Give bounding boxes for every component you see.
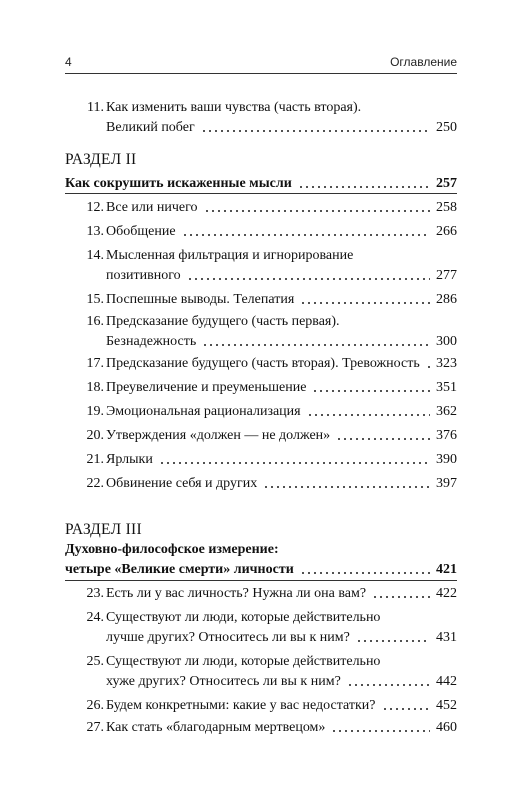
toc-entry-page: 266 xyxy=(436,224,457,239)
toc-entry-line xyxy=(106,696,457,716)
dot-leader xyxy=(336,438,430,440)
dot-leader xyxy=(347,684,430,686)
toc-entry-number: 24. xyxy=(86,610,104,625)
toc-entry-line xyxy=(106,246,457,266)
toc-entry-text: позитивного xyxy=(106,268,181,283)
section-title-line xyxy=(65,560,457,580)
toc-entry-number: 22. xyxy=(86,476,104,491)
section-title-line xyxy=(65,174,457,194)
toc-entry-line xyxy=(106,450,457,470)
toc-entry-number: 23. xyxy=(86,586,104,601)
toc-entry-text: хуже других? Относитесь ли вы к ним? xyxy=(106,674,341,689)
toc-entry-line xyxy=(106,266,457,286)
section-title-text: четыре «Великие смерти» личности xyxy=(65,562,294,577)
toc-entry-page: 376 xyxy=(436,428,457,443)
toc-entry-line xyxy=(106,402,457,422)
toc-entry-text: Безнадежность xyxy=(106,334,197,349)
toc-entry-text: Утверждения «должен — не должен» xyxy=(106,428,331,443)
toc-entry-text: Существуют ли люди, которые действительно xyxy=(106,610,381,625)
dot-leader xyxy=(204,210,430,212)
toc-entry-page: 397 xyxy=(436,476,457,491)
toc-entry-text: Великий побег xyxy=(106,120,195,135)
toc-entry-page: 460 xyxy=(436,720,457,735)
dot-leader xyxy=(298,186,430,188)
section-title-page: 257 xyxy=(436,176,457,191)
toc-entry-line xyxy=(106,608,457,628)
toc-entry-number: 21. xyxy=(86,452,104,467)
toc-entry-line xyxy=(106,118,457,138)
dot-leader xyxy=(356,640,430,642)
toc-entry-line xyxy=(106,98,457,118)
toc-entry-line xyxy=(106,198,457,218)
toc-entry-text: Предсказание будущего (часть вторая). Тревожность xyxy=(106,356,420,371)
toc-entry-page: 422 xyxy=(436,586,457,601)
page-number: 4 xyxy=(65,55,72,69)
section-title-rule xyxy=(65,193,457,194)
dot-leader xyxy=(300,302,430,304)
dot-leader xyxy=(426,366,430,368)
toc-entry-text: Мысленная фильтрация и игнорирование xyxy=(106,248,354,263)
toc-entry-number: 26. xyxy=(86,698,104,713)
toc-entry-text: Поспешные выводы. Телепатия xyxy=(106,292,295,307)
toc-entry-page: 452 xyxy=(436,698,457,713)
running-header xyxy=(65,53,457,73)
toc-entry-text: Предсказание будущего (часть первая). xyxy=(106,314,340,329)
toc-entry-page: 362 xyxy=(436,404,457,419)
toc-entry-number: 19. xyxy=(86,404,104,419)
toc-entry-line xyxy=(106,354,457,374)
toc-entry-page: 323 xyxy=(436,356,457,371)
dot-leader xyxy=(201,130,430,132)
toc-entry-number: 16. xyxy=(86,314,104,329)
dot-leader xyxy=(263,486,430,488)
toc-entry-page: 431 xyxy=(436,630,457,645)
toc-entry-text: Будем конкретными: какие у вас недостатки? xyxy=(106,698,376,713)
toc-entry-page: 277 xyxy=(436,268,457,283)
toc-entry-number: 13. xyxy=(86,224,104,239)
section-heading: РАЗДЕЛ III xyxy=(65,521,142,538)
toc-entry-text: Обвинение себя и других xyxy=(106,476,258,491)
section-title-page: 421 xyxy=(436,562,457,577)
dot-leader xyxy=(382,708,431,710)
toc-entry-number: 18. xyxy=(86,380,104,395)
dot-leader xyxy=(182,234,430,236)
toc-entry-text: Существуют ли люди, которые действительно xyxy=(106,654,381,669)
toc-entry-text: Ярлыки xyxy=(106,452,153,467)
dot-leader xyxy=(372,596,430,598)
toc-entry-line xyxy=(106,378,457,398)
toc-entry-page: 250 xyxy=(436,120,457,135)
toc-entry-line xyxy=(106,718,457,738)
toc-entry-number: 20. xyxy=(86,428,104,443)
toc-entry-line xyxy=(106,652,457,672)
toc-entry-number: 15. xyxy=(86,292,104,307)
toc-entry-page: 300 xyxy=(436,334,457,349)
toc-entry-page: 258 xyxy=(436,200,457,215)
toc-entry-text: Есть ли у вас личность? Нужна ли она вам? xyxy=(106,586,367,601)
toc-entry-number: 14. xyxy=(86,248,104,263)
toc-entry-line xyxy=(106,312,457,332)
toc-entry-page: 351 xyxy=(436,380,457,395)
toc-entry-text: Все или ничего xyxy=(106,200,198,215)
toc-entry-line xyxy=(106,426,457,446)
dot-leader xyxy=(307,414,430,416)
dot-leader xyxy=(159,462,430,464)
dot-leader xyxy=(202,344,430,346)
toc-entry-line xyxy=(106,628,457,648)
toc-entry-page: 390 xyxy=(436,452,457,467)
header-rule xyxy=(65,73,457,74)
toc-entry-text: Как изменить ваши чувства (часть вторая). xyxy=(106,100,362,115)
toc-entry-line xyxy=(106,672,457,692)
dot-leader xyxy=(312,390,430,392)
running-title: Оглавление xyxy=(390,55,457,69)
toc-entry-number: 25. xyxy=(86,654,104,669)
toc-entry-text: Обобщение xyxy=(106,224,176,239)
section-title-line xyxy=(65,540,457,560)
toc-entry-text: Как стать «благодарным мертвецом» xyxy=(106,720,326,735)
toc-entry-line xyxy=(106,222,457,242)
dot-leader xyxy=(187,278,430,280)
toc-entry-number: 12. xyxy=(86,200,104,215)
toc-entry-page: 286 xyxy=(436,292,457,307)
toc-entry-line xyxy=(106,332,457,352)
dot-leader xyxy=(300,572,430,574)
section-title-text: Духовно-философское измерение: xyxy=(65,542,279,557)
toc-entry-number: 11. xyxy=(87,100,104,115)
toc-entry-line xyxy=(106,474,457,494)
toc-entry-page: 442 xyxy=(436,674,457,689)
dot-leader xyxy=(331,730,430,732)
toc-entry-number: 27. xyxy=(86,720,104,735)
section-title-rule xyxy=(65,580,457,581)
section-title-text: Как сокрушить искаженные мысли xyxy=(65,176,292,191)
toc-entry-line xyxy=(106,290,457,310)
toc-entry-line xyxy=(106,584,457,604)
toc-entry-number: 17. xyxy=(86,356,104,371)
toc-entry-text: Эмоциональная рационализация xyxy=(106,404,301,419)
toc-entry-text: лучше других? Относитесь ли вы к ним? xyxy=(106,630,350,645)
section-heading: РАЗДЕЛ II xyxy=(65,151,137,168)
toc-entry-text: Преувеличение и преуменьшение xyxy=(106,380,307,395)
